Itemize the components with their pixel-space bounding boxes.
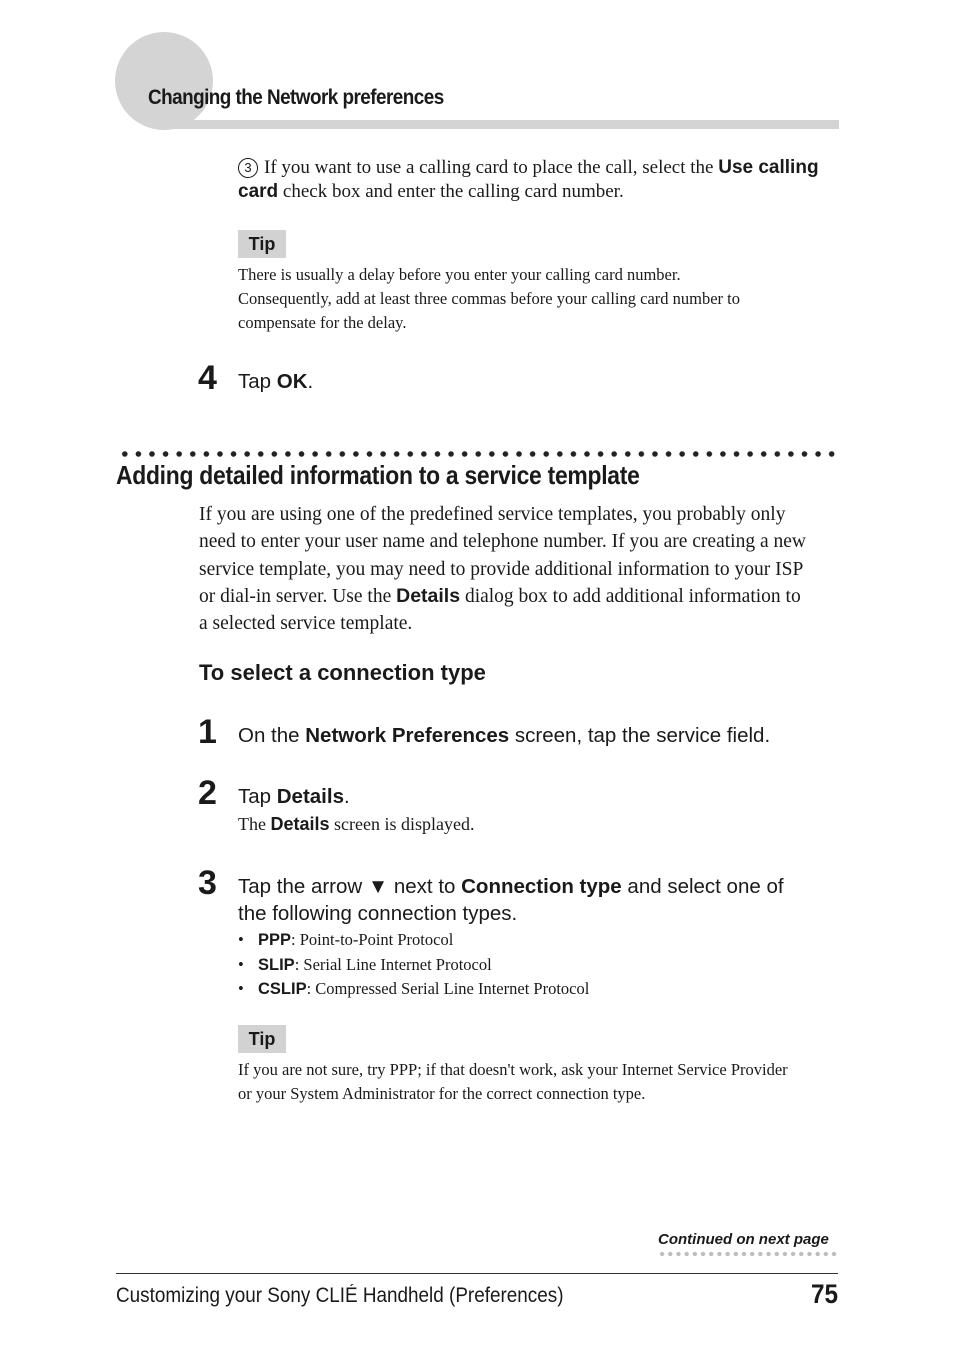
step-4-text bbox=[238, 368, 313, 395]
connection-type-list bbox=[238, 928, 589, 1002]
paragraph-line: need to enter your user name and telephone number. If you are creating a new bbox=[199, 531, 806, 553]
subheading: To select a connection type bbox=[199, 660, 486, 685]
page-number: 75 bbox=[810, 1279, 838, 1309]
step-number-4: 4 bbox=[198, 359, 217, 397]
step-number-3: 3 bbox=[198, 864, 217, 902]
connection-type-label: Connection type bbox=[461, 875, 622, 898]
details-label: Details bbox=[276, 785, 344, 808]
tip-badge: Tip bbox=[238, 1025, 286, 1053]
substep-3 bbox=[238, 156, 838, 204]
step-2-result-pre: The bbox=[238, 814, 271, 834]
tip-2-line: or your System Administrator for the correct connection type. bbox=[238, 1084, 646, 1103]
step-2-result-post: screen is displayed. bbox=[329, 814, 475, 834]
step-1-pre: On the bbox=[238, 724, 306, 747]
step-4-pre: Tap bbox=[238, 370, 277, 393]
step-3-pre: Tap the arrow ▼ next to bbox=[238, 875, 462, 898]
list-item: • SLIP: Serial Line Internet Protocol bbox=[238, 954, 492, 974]
step-3-line-2: the following connection types. bbox=[238, 902, 518, 925]
tip-2-text bbox=[238, 1058, 788, 1106]
use-calling-card-label: Use calling card bbox=[238, 157, 819, 202]
section-paragraph bbox=[199, 501, 839, 637]
term-slip: SLIP bbox=[258, 955, 295, 974]
ok-label: OK bbox=[276, 370, 308, 393]
continued-dotted-rule bbox=[658, 1251, 839, 1257]
term-description: : Serial Line Internet Protocol bbox=[294, 954, 492, 974]
paragraph-line-4-post: dialog box to add additional information to bbox=[460, 585, 801, 607]
paragraph-line: service template, you may need to provide additional information to your ISP bbox=[199, 558, 804, 580]
continued-note: Continued on next page bbox=[658, 1231, 829, 1248]
step-2-result bbox=[238, 812, 474, 836]
section-dotted-rule bbox=[118, 450, 838, 458]
step-2-pre: Tap bbox=[238, 785, 277, 808]
term-ppp: PPP bbox=[258, 931, 292, 949]
substep-3-text-post: check box and enter the calling card number. bbox=[278, 181, 624, 202]
list-item: • CSLIP: Compressed Serial Line Internet Protocol bbox=[238, 979, 590, 998]
step-number-1: 1 bbox=[198, 713, 217, 751]
step-3-text bbox=[238, 873, 838, 927]
step-2-text bbox=[238, 783, 350, 810]
header-circle-decoration bbox=[115, 32, 213, 130]
paragraph-line: a selected service template. bbox=[199, 613, 413, 635]
details-label: Details bbox=[396, 584, 461, 607]
substep-3-text-pre: If you want to use a calling card to place the call, select the bbox=[264, 157, 719, 178]
footer-rule bbox=[116, 1273, 838, 1274]
tip-1-line: Consequently, add at least three commas before your calling card number to bbox=[238, 289, 741, 308]
section-heading: Adding detailed information to a service template bbox=[116, 460, 640, 490]
header-bar-decoration bbox=[155, 120, 839, 129]
step-2-post: . bbox=[343, 785, 350, 808]
tip-1-line: compensate for the delay. bbox=[238, 313, 407, 332]
step-4-post: . bbox=[307, 370, 314, 393]
network-preferences-label: Network Preferences bbox=[305, 724, 510, 747]
paragraph-line-4-pre: or dial-in server. Use the bbox=[199, 585, 397, 607]
step-number-2: 2 bbox=[198, 774, 217, 812]
step-3-post: and select one of bbox=[621, 875, 784, 898]
step-1-text bbox=[238, 722, 770, 749]
details-label: Details bbox=[270, 814, 330, 834]
tip-1-text bbox=[238, 263, 740, 335]
step-1-post: screen, tap the service field. bbox=[509, 724, 771, 747]
circled-number-marker: 3 bbox=[238, 158, 258, 178]
running-header-title: Changing the Network preferences bbox=[148, 86, 444, 109]
step-3-line-1 bbox=[238, 873, 838, 900]
footer-chapter-title: Customizing your Sony CLIÉ Handheld (Preferences) bbox=[116, 1284, 564, 1307]
term-cslip: CSLIP bbox=[258, 980, 307, 998]
tip-2-line: If you are not sure, try PPP; if that doesn't work, ask your Internet Service Provider bbox=[238, 1060, 788, 1079]
list-item: • PPP: Point-to-Point Protocol bbox=[238, 930, 454, 949]
term-description: : Point-to-Point Protocol bbox=[291, 930, 454, 949]
term-description: : Compressed Serial Line Internet Protocol bbox=[306, 979, 590, 998]
tip-1-line: There is usually a delay before you enter your calling card number. bbox=[238, 265, 681, 284]
paragraph-line: If you are using one of the predefined service templates, you probably only bbox=[199, 504, 786, 525]
paragraph-line bbox=[199, 583, 839, 610]
tip-badge: Tip bbox=[238, 230, 286, 258]
